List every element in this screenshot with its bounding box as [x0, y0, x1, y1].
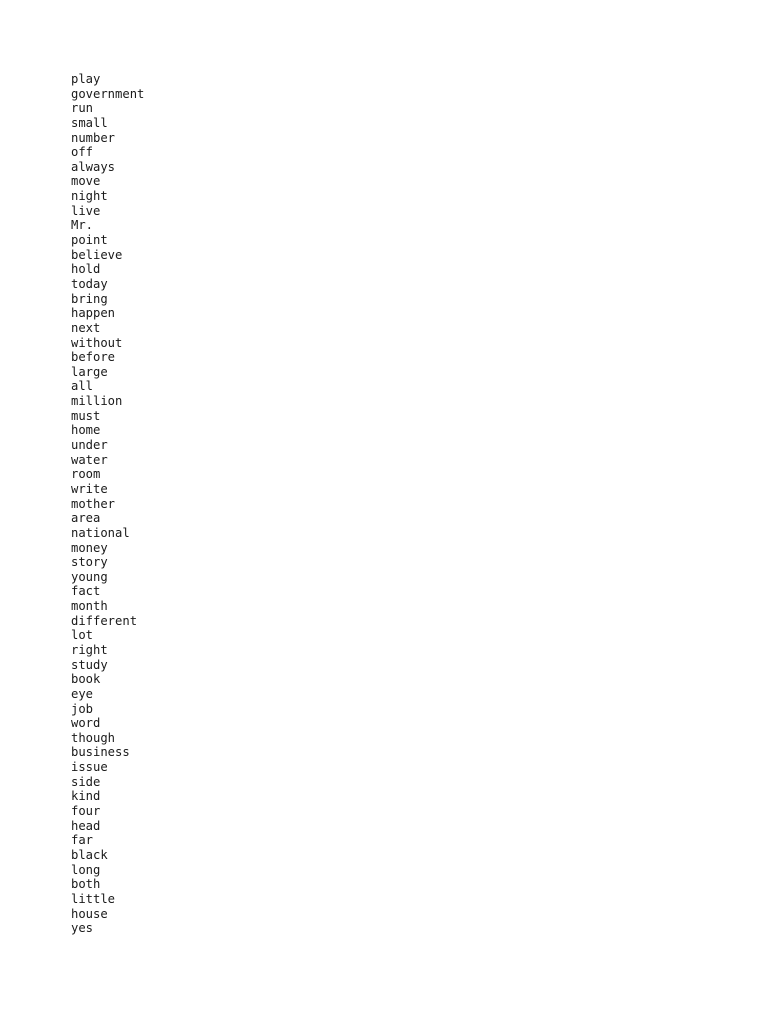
word-item: water — [71, 452, 108, 467]
word-item: month — [71, 599, 108, 614]
word-item: side — [71, 774, 101, 789]
word-item: far — [71, 833, 94, 848]
word-item: write — [71, 481, 108, 496]
word-item: word — [71, 716, 101, 731]
word-item: long — [71, 862, 101, 877]
word-item: play — [71, 72, 101, 86]
word-item: point — [71, 233, 108, 248]
word-item: young — [71, 569, 108, 584]
word-item: before — [71, 350, 116, 365]
word-item: job — [71, 701, 94, 716]
word-item: bring — [71, 291, 108, 306]
word-item: today — [71, 276, 108, 291]
word-item: mother — [71, 496, 116, 511]
word-item: though — [71, 730, 116, 745]
word-item: million — [71, 394, 123, 409]
word-item: black — [71, 847, 108, 862]
word-item: lot — [71, 628, 94, 643]
word-item: business — [71, 745, 130, 760]
word-item: room — [71, 467, 101, 482]
word-item: number — [71, 130, 116, 145]
word-item: eye — [71, 686, 94, 701]
word-item: happen — [71, 306, 116, 321]
word-item: under — [71, 438, 108, 453]
word-item: government — [71, 86, 145, 101]
word-item: four — [71, 804, 101, 819]
word-item: area — [71, 511, 101, 526]
word-item: move — [71, 174, 101, 189]
word-item: fact — [71, 584, 101, 599]
word-item: must — [71, 408, 101, 423]
word-item: night — [71, 189, 108, 204]
word-item: both — [71, 877, 101, 892]
word-item: head — [71, 818, 101, 833]
word-item: off — [71, 145, 94, 160]
word-item: believe — [71, 247, 123, 262]
word-item: Mr. — [71, 218, 94, 233]
word-item: home — [71, 423, 101, 438]
word-item: study — [71, 657, 108, 672]
word-item: money — [71, 540, 108, 555]
word-item: house — [71, 906, 108, 921]
word-item: yes — [71, 921, 94, 936]
word-item: hold — [71, 262, 101, 277]
word-item: next — [71, 320, 101, 335]
word-item: national — [71, 525, 130, 540]
word-item: story — [71, 555, 108, 570]
word-item: small — [71, 115, 108, 130]
word-item: book — [71, 672, 101, 687]
word-item: kind — [71, 789, 101, 804]
word-item: issue — [71, 760, 108, 775]
word-item: without — [71, 335, 123, 350]
word-list — [71, 72, 144, 936]
word-item: all — [71, 379, 94, 394]
word-item: live — [71, 203, 101, 218]
word-item: little — [71, 891, 116, 906]
word-item: different — [71, 613, 138, 628]
word-item: always — [71, 159, 116, 174]
word-item: large — [71, 364, 108, 379]
word-item: run — [71, 101, 94, 116]
word-item: right — [71, 642, 108, 657]
